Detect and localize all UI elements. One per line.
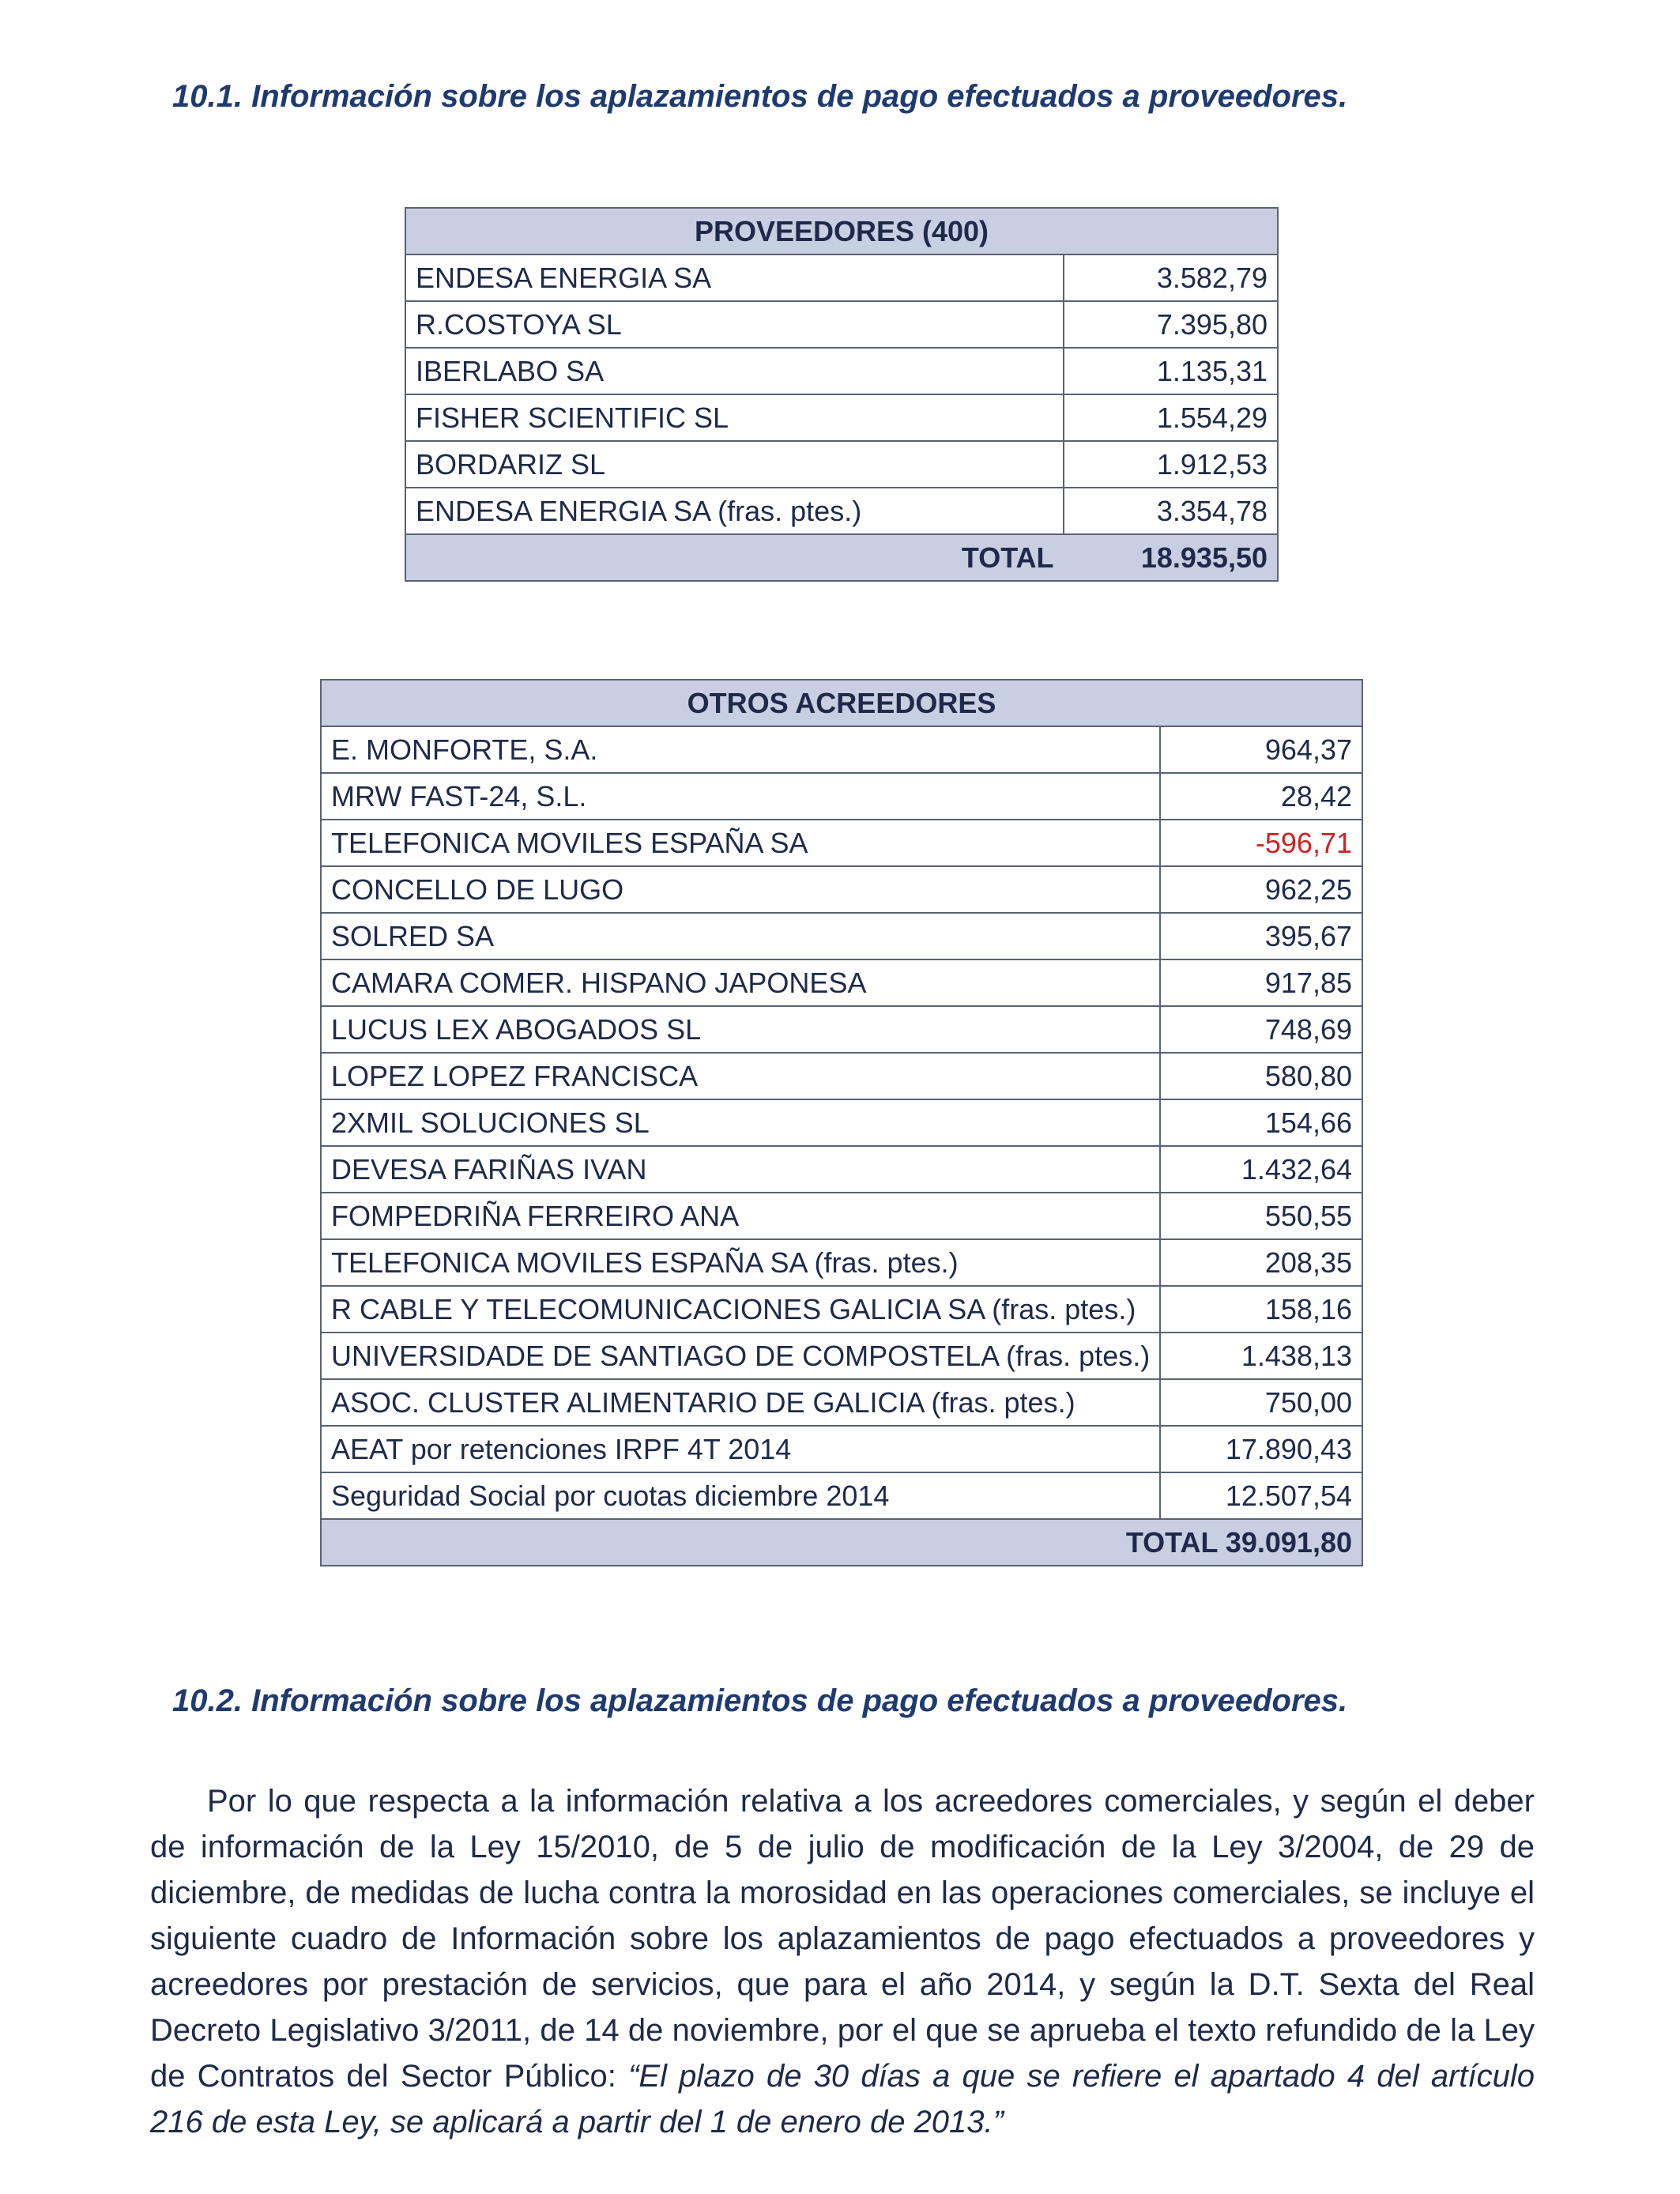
otros-acreedores-amount-cell: 17.890,43 (1160, 1426, 1362, 1472)
otros-acreedores-row (321, 866, 1362, 913)
otros-acreedores-amount-cell: 964,37 (1160, 726, 1362, 773)
otros-acreedores-row (321, 820, 1362, 866)
otros-acreedores-total: TOTAL 39.091,80 (321, 1519, 1362, 1566)
otros-acreedores-row (321, 1426, 1362, 1472)
otros-acreedores-total-row (321, 1519, 1362, 1566)
otros-acreedores-name-cell: SOLRED SA (321, 913, 1160, 959)
proveedores-body (405, 254, 1278, 534)
otros-acreedores-row (321, 726, 1362, 773)
paragraph-quote: “El plazo de 30 días a que se refiere el apartado 4 del artículo 216 de esta Ley, se aplicará a partir del 1 de enero de 2013.” (150, 2059, 1535, 2139)
proveedores-table (405, 207, 1279, 582)
proveedores-name-cell: IBERLABO SA (405, 348, 1064, 394)
otros-acreedores-row (321, 1146, 1362, 1193)
proveedores-amount-cell: 1.912,53 (1064, 441, 1278, 488)
otros-acreedores-title: OTROS ACREEDORES (321, 680, 1362, 726)
proveedores-row (405, 254, 1278, 301)
proveedores-row (405, 488, 1278, 534)
otros-acreedores-amount-cell: -596,71 (1160, 820, 1362, 866)
otros-acreedores-row (321, 1006, 1362, 1053)
otros-acreedores-name-cell: DEVESA FARIÑAS IVAN (321, 1146, 1160, 1193)
proveedores-name-cell: FISHER SCIENTIFIC SL (405, 394, 1064, 441)
proveedores-amount-cell: 3.354,78 (1064, 488, 1278, 534)
otros-acreedores-row (321, 1099, 1362, 1146)
paragraph-text: Por lo que respecta a la información relativa a los acreedores comerciales, y según el deber de información de la Ley 15/2010, de 5 de julio de modificación de la Ley 3/2004, de 29 de diciembre, de medidas de lucha contra la morosidad en las operaciones comerciales, se incluye el siguiente cuadro de Información sobre los aplazamientos de pago efectuados a proveedores y acreedores por prestación de servicios, que para el año 2014, y según la D.T. Sexta del Real Decreto Legislativo 3/2011, de 14 de noviembre, por el que se aprueba el texto refundido de la Ley de Contratos del Sector Público: (150, 1784, 1535, 2094)
otros-acreedores-row (321, 1193, 1362, 1239)
otros-acreedores-row (321, 1472, 1362, 1519)
proveedores-amount-cell: 3.582,79 (1064, 254, 1278, 301)
otros-acreedores-header-row (321, 680, 1362, 726)
otros-acreedores-amount-cell: 12.507,54 (1160, 1472, 1362, 1519)
proveedores-total-value: 18.935,50 (1064, 534, 1278, 581)
otros-acreedores-amount-cell: 1.438,13 (1160, 1333, 1362, 1379)
otros-acreedores-amount-cell: 748,69 (1160, 1006, 1362, 1053)
proveedores-amount-cell: 1.554,29 (1064, 394, 1278, 441)
otros-acreedores-name-cell: UNIVERSIDADE DE SANTIAGO DE COMPOSTELA (fras. ptes.) (321, 1333, 1160, 1379)
otros-acreedores-row (321, 1333, 1362, 1379)
section-heading-10-1: 10.1. Información sobre los aplazamientos de pago efectuados a proveedores. (172, 79, 1348, 114)
otros-acreedores-name-cell: CAMARA COMER. HISPANO JAPONESA (321, 959, 1160, 1006)
otros-acreedores-name-cell: Seguridad Social por cuotas diciembre 2014 (321, 1472, 1160, 1519)
proveedores-total-label: TOTAL (405, 534, 1064, 581)
otros-acreedores-amount-cell: 208,35 (1160, 1239, 1362, 1286)
otros-acreedores-row (321, 1053, 1362, 1099)
section-heading-10-2: 10.2. Información sobre los aplazamientos de pago efectuados a proveedores. (172, 1683, 1348, 1718)
otros-acreedores-amount-cell: 28,42 (1160, 773, 1362, 820)
otros-acreedores-amount-cell: 550,55 (1160, 1193, 1362, 1239)
otros-acreedores-row (321, 959, 1362, 1006)
otros-acreedores-name-cell: LUCUS LEX ABOGADOS SL (321, 1006, 1160, 1053)
proveedores-name-cell: ENDESA ENERGIA SA (405, 254, 1064, 301)
otros-acreedores-row (321, 1239, 1362, 1286)
otros-acreedores-name-cell: CONCELLO DE LUGO (321, 866, 1160, 913)
otros-acreedores-body (321, 726, 1362, 1519)
proveedores-row (405, 301, 1278, 348)
otros-acreedores-amount-cell: 580,80 (1160, 1053, 1362, 1099)
otros-acreedores-name-cell: FOMPEDRIÑA FERREIRO ANA (321, 1193, 1160, 1239)
proveedores-row (405, 441, 1278, 488)
proveedores-total-row (405, 534, 1278, 581)
otros-acreedores-amount-cell: 962,25 (1160, 866, 1362, 913)
otros-acreedores-name-cell: TELEFONICA MOVILES ESPAÑA SA (fras. ptes.) (321, 1239, 1160, 1286)
otros-acreedores-amount-cell: 917,85 (1160, 959, 1362, 1006)
otros-acreedores-row (321, 773, 1362, 820)
proveedores-name-cell: R.COSTOYA SL (405, 301, 1064, 348)
proveedores-row (405, 394, 1278, 441)
otros-acreedores-row (321, 1286, 1362, 1333)
proveedores-name-cell: ENDESA ENERGIA SA (fras. ptes.) (405, 488, 1064, 534)
otros-acreedores-amount-cell: 154,66 (1160, 1099, 1362, 1146)
proveedores-amount-cell: 7.395,80 (1064, 301, 1278, 348)
proveedores-title: PROVEEDORES (400) (405, 208, 1278, 254)
otros-acreedores-name-cell: R CABLE Y TELECOMUNICACIONES GALICIA SA (fras. ptes.) (321, 1286, 1160, 1333)
proveedores-row (405, 348, 1278, 394)
body-paragraph (150, 1778, 1535, 2145)
otros-acreedores-name-cell: AEAT por retenciones IRPF 4T 2014 (321, 1426, 1160, 1472)
otros-acreedores-table (320, 679, 1363, 1566)
otros-acreedores-amount-cell: 158,16 (1160, 1286, 1362, 1333)
otros-acreedores-name-cell: TELEFONICA MOVILES ESPAÑA SA (321, 820, 1160, 866)
otros-acreedores-row (321, 913, 1362, 959)
otros-acreedores-row (321, 1379, 1362, 1426)
proveedores-name-cell: BORDARIZ SL (405, 441, 1064, 488)
otros-acreedores-name-cell: 2XMIL SOLUCIONES SL (321, 1099, 1160, 1146)
proveedores-header-row (405, 208, 1278, 254)
otros-acreedores-name-cell: MRW FAST-24, S.L. (321, 773, 1160, 820)
otros-acreedores-amount-cell: 395,67 (1160, 913, 1362, 959)
otros-acreedores-name-cell: LOPEZ LOPEZ FRANCISCA (321, 1053, 1160, 1099)
otros-acreedores-amount-cell: 750,00 (1160, 1379, 1362, 1426)
proveedores-amount-cell: 1.135,31 (1064, 348, 1278, 394)
otros-acreedores-name-cell: E. MONFORTE, S.A. (321, 726, 1160, 773)
otros-acreedores-name-cell: ASOC. CLUSTER ALIMENTARIO DE GALICIA (fras. ptes.) (321, 1379, 1160, 1426)
otros-acreedores-amount-cell: 1.432,64 (1160, 1146, 1362, 1193)
